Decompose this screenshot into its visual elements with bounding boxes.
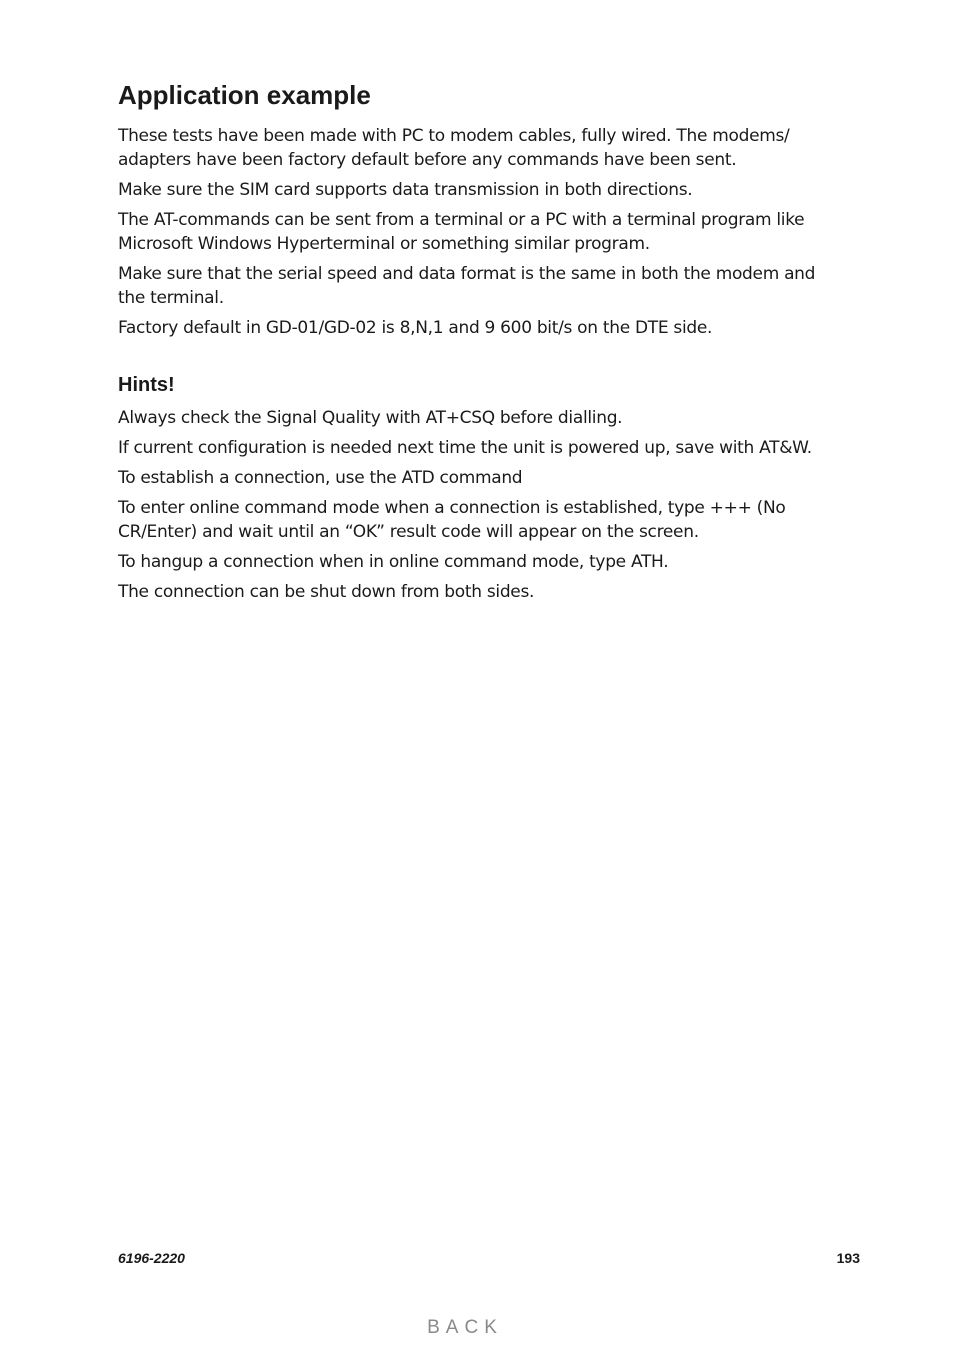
hint-signal-quality: Always check the Signal Quality with AT+CSQ before dialling.	[118, 408, 623, 428]
back-link[interactable]: BACK	[427, 1317, 503, 1338]
hint-hangup: To hangup a connection when in online command mode, type ATH.	[118, 552, 669, 572]
document-body	[118, 78, 838, 610]
paragraph-test-setup: These tests have been made with PC to modem cables, fully wired. The modems/ adapters have been factory default before any commands have been sent.	[118, 126, 790, 170]
section-title-hints: Hints!	[118, 374, 175, 396]
section-title-application-example: Application example	[118, 80, 371, 110]
hint-online-command-mode: To enter online command mode when a connection is established, type +++ (No CR/Enter) and wait until an “OK” result code will appear on the screen.	[118, 498, 786, 542]
document-number: 6196-2220	[118, 1250, 185, 1266]
paragraph-sim-card: Make sure the SIM card supports data transmission in both directions.	[118, 180, 693, 200]
section-spacer	[118, 346, 838, 372]
hint-establish-connection: To establish a connection, use the ATD command	[118, 468, 523, 488]
hint-shutdown: The connection can be shut down from both sides.	[118, 582, 535, 602]
page-number: 193	[836, 1250, 860, 1266]
paragraph-factory-default: Factory default in GD-01/GD-02 is 8,N,1 and 9 600 bit/s on the DTE side.	[118, 318, 713, 338]
paragraph-terminal-program: The AT-commands can be sent from a terminal or a PC with a terminal program like Microsoft Windows Hyperterminal or something similar program.	[118, 210, 805, 254]
hint-save-configuration: If current configuration is needed next time the unit is powered up, save with AT&W.	[118, 438, 812, 458]
paragraph-serial-speed: Make sure that the serial speed and data format is the same in both the modem and the terminal.	[118, 264, 816, 308]
